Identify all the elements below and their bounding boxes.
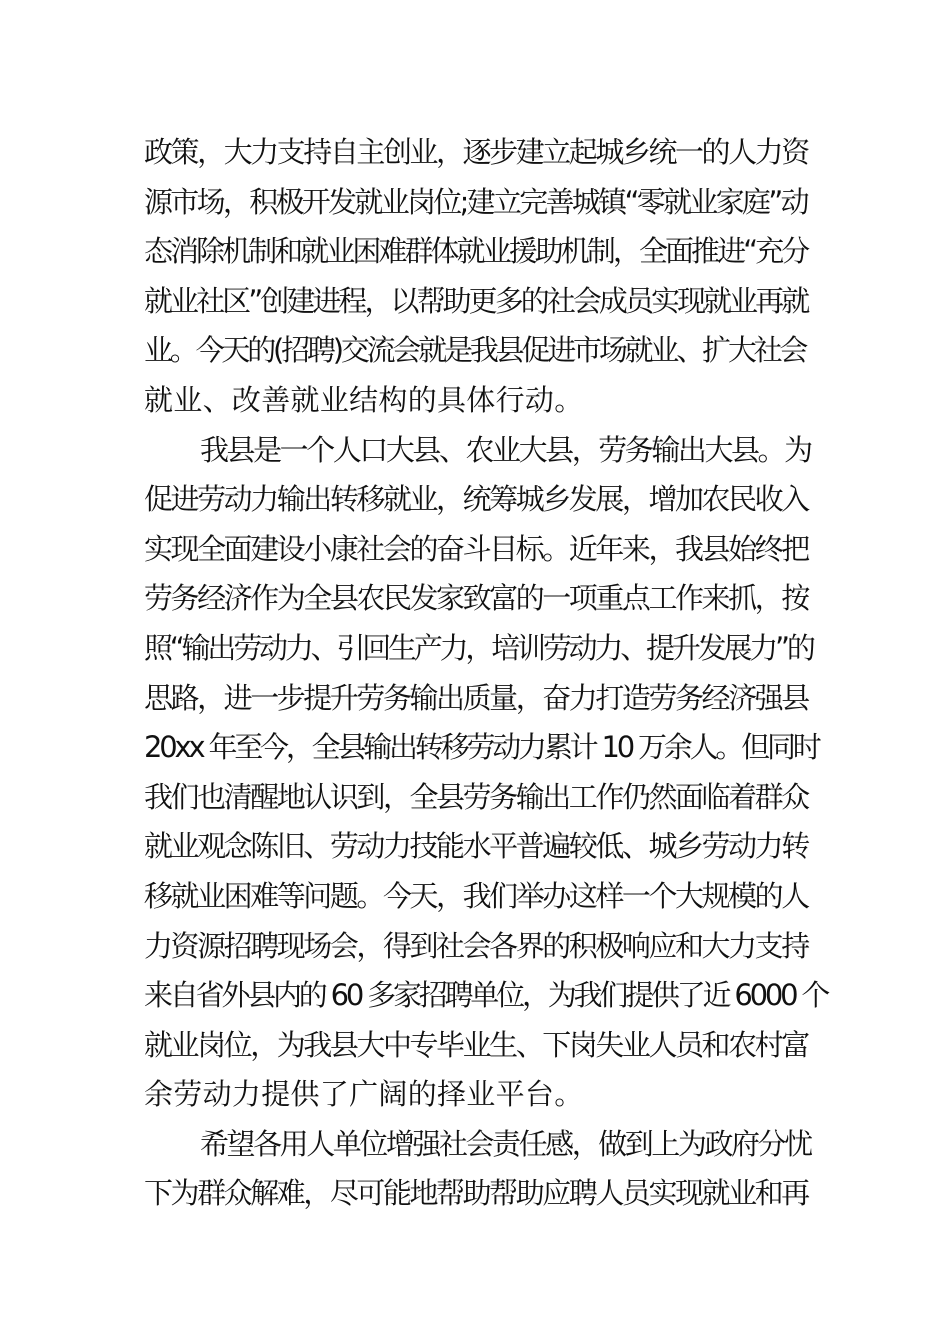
text-line: 我们也清醒地认识到，全县劳务输出工作仍然面临着群众 [144,779,808,814]
text-line: 促进劳动力输出转移就业，统筹城乡发展，增加农民收入 [144,482,808,517]
text-line: 就业岗位，为我县大中专毕业生、下岗失业人员和农村富 [144,1027,808,1062]
text-line: 就业、改善就业结构的具体行动。 [144,382,584,417]
text-line: 就业社区”创建进程，以帮助更多的社会成员实现就业再就 [144,283,808,318]
text-line: 劳务经济作为全县农民发家致富的一项重点工作来抓，按 [144,581,808,616]
text-line: 移就业困难等问题。今天，我们举办这样一个大规模的人 [144,878,808,913]
text-line: 余劳动力提供了广阔的择业平台。 [144,1077,584,1112]
text-line: 照“输出劳动力、引回生产力，培训劳动力、提升发展力”的 [144,630,813,665]
text-line: 来自省外县内的 60 多家招聘单位，为我们提供了近 6000 个 [144,978,828,1013]
text-line: 我县是一个人口大县、农业大县，劳务输出大县。为 [200,432,811,467]
text-line: 态消除机制和就业困难群体就业援助机制，全面推进“充分 [144,234,808,269]
text-line: 就业观念陈旧、劳动力技能水平普遍较低、城乡劳动力转 [144,829,808,864]
text-line: 实现全面建设小康社会的奋斗目标。近年来，我县始终把 [144,531,808,566]
text-line: 政策，大力支持自主创业，逐步建立起城乡统一的人力资 [144,135,808,169]
text-line: 业。今天的(招聘)交流会就是我县促进市场就业、扩大社会 [144,333,806,368]
text-line: 源市场，积极开发就业岗位;建立完善城镇“零就业家庭”动 [144,184,807,219]
text-line: 思路，进一步提升劳务输出质量，奋力打造劳务经济强县 [144,680,808,715]
text-line: 力资源招聘现场会，得到社会各界的积极响应和大力支持 [144,928,808,963]
paragraph [144,128,810,426]
document-body [144,128,828,1219]
text-line: 20xx 年至今，全县输出转移劳动力累计 10 万余人。但同时 [144,730,819,765]
text-line: 希望各用人单位增强社会责任感，做到上为政府分忧 [200,1126,811,1161]
paragraph [144,1120,810,1219]
text-line: 下为群众解难，尽可能地帮助帮助应聘人员实现就业和再 [144,1176,808,1211]
paragraph [144,426,828,1120]
